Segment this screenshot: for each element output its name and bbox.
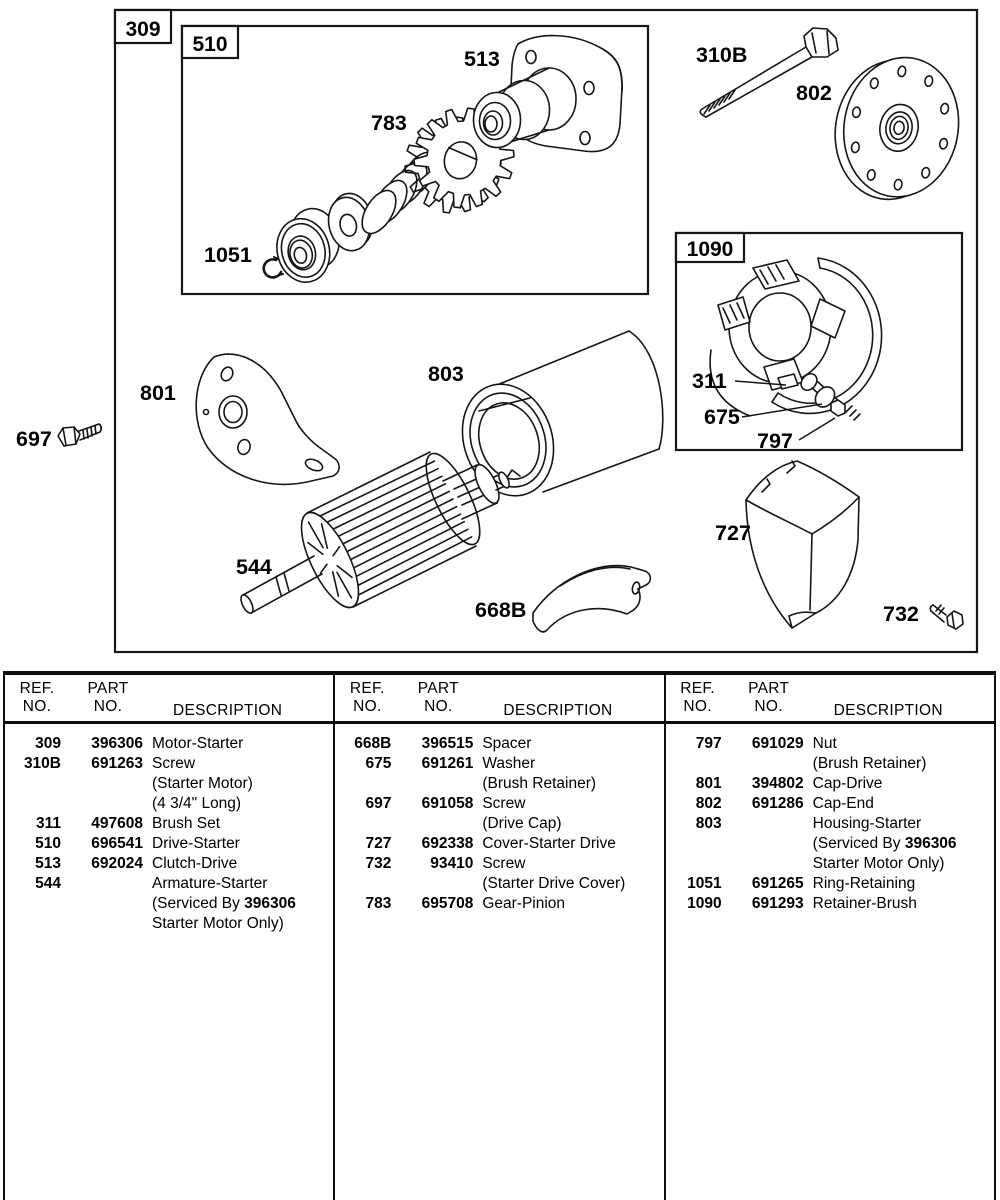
header-line: NO. <box>93 698 123 715</box>
drive-cap-screw-part <box>58 424 101 446</box>
table-entry <box>666 774 994 794</box>
part-no-cell: 396515 <box>421 735 474 752</box>
ref-no-cell: 510 <box>35 835 61 852</box>
part-no-cell: 691058 <box>421 795 474 812</box>
description-line: Screw <box>482 795 526 812</box>
ref-no-header <box>666 680 730 721</box>
header-line: PART <box>748 680 790 697</box>
ref-no-cell: 544 <box>35 875 61 892</box>
header-line: DESCRIPTION <box>173 702 283 719</box>
description-cell <box>143 854 333 874</box>
part-no-cell: 692024 <box>91 855 143 872</box>
table-entry <box>666 894 994 914</box>
part-no-cell: 691265 <box>751 875 804 892</box>
label-675: 675 <box>704 405 740 429</box>
table-entry <box>335 794 663 834</box>
header-line: REF. <box>680 680 716 697</box>
description-cell <box>473 794 663 834</box>
part-no-cell: 696541 <box>91 835 143 852</box>
table-entry <box>5 834 333 854</box>
description-cell <box>804 874 994 894</box>
label-311: 311 <box>692 369 727 393</box>
ref-no-cell: 727 <box>365 835 392 852</box>
table-entry <box>666 814 994 874</box>
description-line: Nut <box>812 735 837 752</box>
table-entry <box>666 794 994 814</box>
table-entry <box>5 874 333 934</box>
ref-no-cell: 668B <box>354 735 392 752</box>
label-802: 802 <box>796 81 832 105</box>
part-no-cell: 396306 <box>91 735 143 752</box>
ref-no-cell: 697 <box>365 795 392 812</box>
table-entry <box>666 734 994 774</box>
label-801: 801 <box>140 381 176 405</box>
header-line: NO. <box>424 698 453 715</box>
ref-no-cell: 310B <box>23 755 61 772</box>
description-line: Starter Motor Only) <box>152 915 284 932</box>
ref-no-cell: 803 <box>695 815 722 832</box>
label-732: 732 <box>883 602 919 626</box>
label-310B: 310B <box>696 43 748 67</box>
leader-675 <box>742 404 822 417</box>
part-no-header <box>399 680 477 721</box>
description-header <box>477 680 663 721</box>
table-header <box>5 675 333 724</box>
ref-no-cell: 797 <box>695 735 722 752</box>
header-line: REF. <box>19 680 55 697</box>
description-line: (Starter Drive Cover) <box>482 875 626 892</box>
description-line: Armature-Starter <box>152 875 268 892</box>
description-line: Brush Set <box>152 815 221 832</box>
parts-table-column-3 <box>664 675 994 1200</box>
part-no-cell: 691286 <box>751 795 804 812</box>
parts-table-column-2 <box>333 675 663 1200</box>
description-cell <box>143 874 333 934</box>
ref-no-cell: 801 <box>695 775 722 792</box>
description-line: (Brush Retainer) <box>482 775 597 792</box>
table-entry <box>335 754 663 794</box>
description-line: Motor-Starter <box>152 735 244 752</box>
service-part-ref: 396306 <box>244 895 296 912</box>
parts-table <box>3 671 996 1200</box>
description-cell <box>473 754 663 794</box>
description-cell <box>804 774 994 794</box>
description-cell <box>143 734 333 754</box>
description-cell <box>473 734 663 754</box>
table-entries <box>5 724 333 934</box>
description-line: Drive-Starter <box>152 835 240 852</box>
description-cell <box>473 854 663 894</box>
table-entry <box>666 874 994 894</box>
label-1051: 1051 <box>204 243 252 267</box>
description-cell <box>804 894 994 914</box>
table-entry <box>335 854 663 894</box>
part-no-cell: 691029 <box>751 735 804 752</box>
label-668B: 668B <box>475 598 527 622</box>
description-line: Gear-Pinion <box>482 895 566 912</box>
description-cell <box>804 794 994 814</box>
brush-retainer-part <box>710 258 881 416</box>
table-header <box>335 675 663 724</box>
ref-no-cell: 732 <box>365 855 392 872</box>
label-513: 513 <box>464 47 500 71</box>
label-803: 803 <box>428 362 464 386</box>
description-segment: (Serviced By <box>812 835 905 852</box>
part-no-header <box>730 680 808 721</box>
table-entry <box>5 734 333 754</box>
description-cell <box>143 814 333 834</box>
description-cell <box>143 754 333 814</box>
description-cell <box>473 834 663 854</box>
table-entry <box>5 814 333 834</box>
ref-no-cell: 1051 <box>687 875 722 892</box>
header-line: DESCRIPTION <box>833 702 943 719</box>
label-544: 544 <box>236 555 272 579</box>
description-line: Cap-End <box>812 795 874 812</box>
description-cell <box>143 834 333 854</box>
header-line: NO. <box>754 698 783 715</box>
description-line: Screw <box>152 755 196 772</box>
description-line: Clutch-Drive <box>152 855 238 872</box>
header-line: NO. <box>22 698 52 715</box>
brush-terminal-part <box>798 371 860 420</box>
ref-no-cell: 1090 <box>687 895 722 912</box>
callout-label-1090: 1090 <box>686 238 734 261</box>
description-line: Spacer <box>482 735 532 752</box>
description-line: (4 3/4" Long) <box>152 795 242 812</box>
cap-drive-part <box>196 354 339 484</box>
ref-no-cell: 309 <box>35 735 61 752</box>
part-no-cell: 692338 <box>421 835 474 852</box>
part-no-cell: 691263 <box>91 755 143 772</box>
part-no-header <box>69 680 147 721</box>
description-line: (Drive Cap) <box>482 815 562 832</box>
description-line: Retainer-Brush <box>812 895 917 912</box>
description-header <box>808 680 994 721</box>
cap-end-part <box>824 47 969 210</box>
ref-no-header <box>335 680 399 721</box>
description-line: Cap-Drive <box>812 775 883 792</box>
description-line: Cover-Starter Drive <box>482 835 616 852</box>
spacer-part <box>533 566 650 632</box>
description-cell <box>804 814 994 874</box>
header-line: PART <box>87 680 129 697</box>
callout-label-510: 510 <box>192 33 228 56</box>
ref-no-cell: 675 <box>365 755 392 772</box>
ref-no-cell: 311 <box>35 815 61 832</box>
service-part-ref: 396306 <box>904 835 957 852</box>
table-entry <box>335 834 663 854</box>
description-line <box>152 894 333 914</box>
description-segment: (Serviced By <box>152 895 245 912</box>
ref-no-cell: 802 <box>695 795 722 812</box>
header-line: DESCRIPTION <box>503 702 613 719</box>
description-line: Screw <box>482 855 526 872</box>
parts-table-column-1 <box>5 675 333 1200</box>
table-entry <box>335 734 663 754</box>
part-no-cell: 691293 <box>751 895 804 912</box>
part-no-cell: 394802 <box>751 775 804 792</box>
description-line: (Brush Retainer) <box>812 755 927 772</box>
description-cell <box>804 734 994 774</box>
table-entry <box>335 894 663 914</box>
label-783: 783 <box>371 111 407 135</box>
cover-screw-part <box>930 605 963 629</box>
header-line: NO. <box>683 698 712 715</box>
ref-no-header <box>5 680 69 721</box>
starter-drive-cover-part <box>746 461 859 628</box>
leader-797 <box>799 418 835 440</box>
description-line <box>813 834 994 854</box>
label-797: 797 <box>757 429 793 453</box>
callout-label-309: 309 <box>125 18 161 41</box>
description-header <box>147 680 333 721</box>
table-header <box>666 675 994 724</box>
table-entry <box>5 854 333 874</box>
description-line: Ring-Retaining <box>812 875 916 892</box>
table-entries <box>335 724 663 914</box>
header-line: REF. <box>349 680 385 697</box>
part-no-cell: 695708 <box>421 895 474 912</box>
ref-no-cell: 513 <box>35 855 61 872</box>
description-cell <box>473 894 663 914</box>
label-727: 727 <box>715 521 751 545</box>
part-no-cell: 497608 <box>91 815 143 832</box>
table-entries <box>666 724 994 914</box>
description-line: Washer <box>482 755 536 772</box>
label-697: 697 <box>16 427 52 451</box>
description-line: (Starter Motor) <box>152 775 253 792</box>
description-line: Housing-Starter <box>812 815 922 832</box>
description-line: Starter Motor Only) <box>812 855 945 872</box>
ref-no-cell: 783 <box>365 895 392 912</box>
header-line: NO. <box>353 698 382 715</box>
part-no-cell: 93410 <box>430 855 474 872</box>
table-entry <box>5 754 333 814</box>
header-line: PART <box>417 680 459 697</box>
part-no-cell: 691261 <box>421 755 474 772</box>
